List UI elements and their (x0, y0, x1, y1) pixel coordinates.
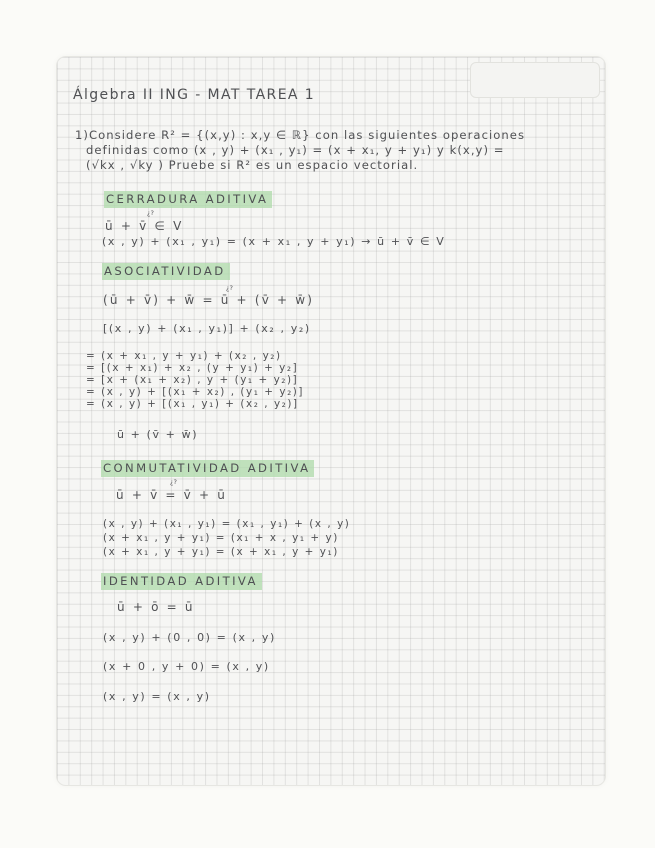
asociatividad-step-3: = [x + (x₁ + x₂) , y + (y₁ + y₂)] (86, 374, 299, 386)
question-mark: ¿? (226, 284, 233, 292)
asociatividad-step-4: = (x , y) + [(x₁ + x₂) , (y₁ + y₂)] (86, 386, 304, 398)
question-mark: ¿? (170, 478, 177, 486)
conmutatividad-check: ū + v̄ = v̄ + ū (116, 488, 228, 502)
conmutatividad-step-2: (x + x₁ , y + y₁) = (x₁ + x , y₁ + y) (103, 532, 339, 544)
section-heading-asociatividad: ASOCIATIVIDAD (102, 263, 230, 280)
conmutatividad-step-3: (x + x₁ , y + y₁) = (x + x₁ , y + y₁) (103, 546, 339, 558)
problem-line-1: 1)Considere R² = {(x,y) : x,y ∈ ℝ} con las siguientes operaciones (75, 128, 526, 142)
asociatividad-step-1: = (x + x₁ , y + y₁) + (x₂ , y₂) (86, 350, 282, 362)
asociatividad-check: (ū + v̄) + w̄ = ū + (v̄ + w̄) (103, 293, 315, 307)
cerradura-line: (x , y) + (x₁ , y₁) = (x + x₁ , y + y₁) → ū + v̄ ∈ V (102, 235, 446, 248)
problem-line-2: definidas como (x , y) + (x₁ , y₁) = (x + x₁, y + y₁) y k(x,y) = (86, 143, 505, 157)
asociatividad-line: [(x , y) + (x₁ , y₁)] + (x₂ , y₂) (103, 322, 311, 335)
problem-line-3: (√kx , √ky ) Pruebe si R² es un espacio vectorial. (86, 158, 419, 172)
identidad-check: ū + ō = ū (117, 600, 195, 614)
question-mark: ¿? (147, 209, 154, 217)
asociatividad-step-2: = [(x + x₁) + x₂ , (y + y₁) + y₂] (86, 362, 299, 374)
asociatividad-result: ū + (v̄ + w̄) (117, 428, 199, 441)
section-heading-conmutatividad: CONMUTATIVIDAD ADITIVA (101, 460, 314, 477)
cerradura-check: ū + v̄ ∈ V (105, 219, 184, 233)
identidad-step-1: (x , y) + (0 , 0) = (x , y) (103, 631, 276, 644)
header-box (470, 62, 600, 98)
identidad-step-2: (x + 0 , y + 0) = (x , y) (103, 660, 270, 673)
identidad-step-3: (x , y) = (x , y) (103, 690, 211, 703)
section-heading-cerradura: CERRADURA ADITIVA (104, 191, 272, 208)
asociatividad-step-5: = (x , y) + [(x₁ , y₁) + (x₂ , y₂)] (86, 398, 299, 410)
page-title: Álgebra II ING - MAT TAREA 1 (73, 87, 316, 103)
conmutatividad-step-1: (x , y) + (x₁ , y₁) = (x₁ , y₁) + (x , y) (103, 518, 351, 530)
section-heading-identidad: IDENTIDAD ADITIVA (101, 573, 262, 590)
